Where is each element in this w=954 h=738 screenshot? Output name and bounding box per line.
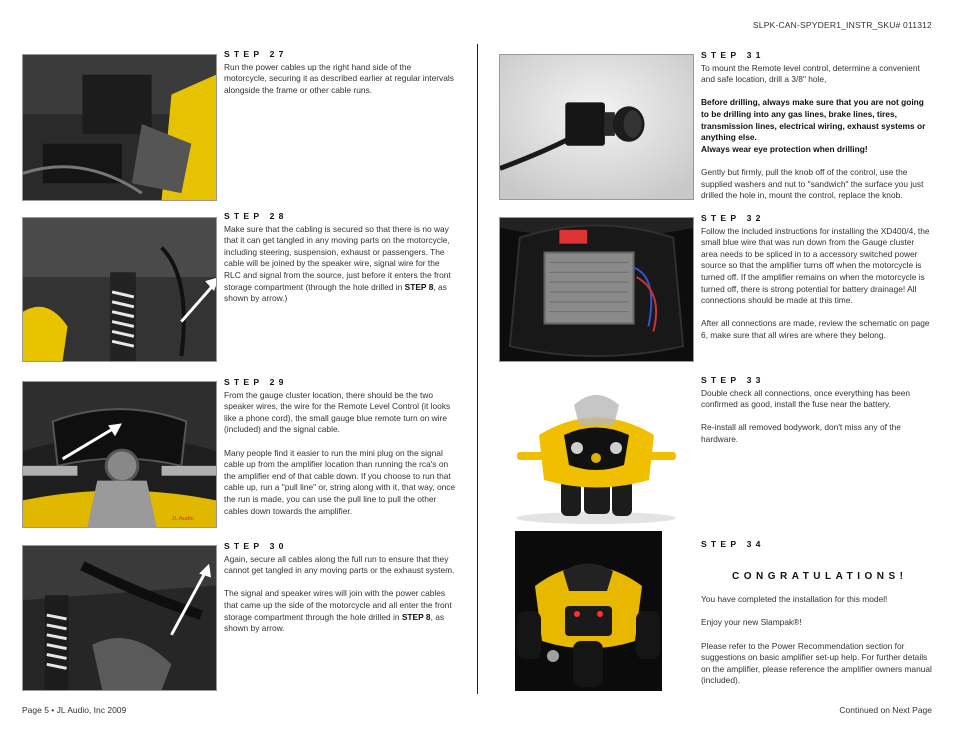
step-27 [224, 49, 456, 96]
step-30-text-2-bold: STEP 8 [401, 611, 431, 622]
step-30-text-2b: , as shown by arrow. [224, 611, 445, 634]
step-29-title: STEP 29 [224, 377, 288, 387]
step-30 [224, 541, 456, 635]
step-28-text-a: Make sure that the cabling is secured so that there is no way that it can get tangled in any moving parts on the motorcycle, including steering, suspension, exhaust or passengers. The cable will be joined by the speaker wire, signal wire for the RLC and signal from the source, just before it enters the front storage compartment (through the hole drilled in [224, 223, 451, 292]
step-27-title: STEP 27 [224, 49, 288, 59]
step-31-text-2: Gently but firmly, pull the knob off of the control, use the supplied washers and nut to "sandwich" the surface you just drilled the hole in, mount the control, replace the knob. [701, 166, 924, 201]
step-28-text-bold: STEP 8 [404, 281, 434, 292]
step-30-text-2 [224, 588, 456, 634]
congratulations-heading: CONGRATULATIONS! [732, 570, 908, 582]
step-31-warning: Before drilling, always make sure that you are not going to be drilling into any gas lines, brake lines, tires, transmission lines, electrical wiring, exhaust systems or anything else. [701, 97, 926, 143]
document-sku: SLPK-CAN-SPYDER1_INSTR_SKU# 011312 [752, 20, 932, 30]
step-33-photo [499, 380, 694, 526]
step-34-text-2: Enjoy your new Slampak®! [701, 617, 802, 628]
step-34-text-3: Please refer to the Power Recommendation section for suggestions on basic amplifier set-up help. For further details on the amplifier, please reference the amplifier owners manual (included). [701, 640, 932, 686]
step-32 [701, 213, 933, 342]
step-29-text-2: Many people find it easier to run the mini plug on the signal cable up from the amplifier location than running the rca's on the amplifier end of that cable down. If you choose to run that cable up, run a "pull line" or, string along with it, that way, once the run is made, you can use the pull line to pull the other cables down towards the amplifier. [224, 447, 456, 516]
step-31-eye-protection: Always wear eye protection when drilling! [701, 143, 868, 154]
step-31 [701, 50, 933, 202]
step-31-text-1: To mount the Remote level control, determine a convenient and safe location, drill a 3/8" hole, [701, 62, 920, 85]
step-27-text: Run the power cables up the right hand side of the motorcycle, securing it as described earlier at regular intervals alongside the frame or other cable runs. [224, 61, 454, 95]
step-30-text-1: Again, secure all cables along the full run to ensure that they cannot get tangled in any moving parts or the exhaust system. [224, 553, 455, 576]
step-31-photo [499, 54, 694, 200]
step-32-text-1: Follow the included instructions for installing the XD400/4, the small blue wire that was run down from the Gauge cluster area needs to be spliced in to a accessory switched power source so that the amplifier turns off when the motorcycle is turned off. If the amplifier remains on when the motorcycle is turned off, there is strong potential for battery drainage! All connections should be made at this time. [701, 225, 930, 306]
step-28-photo [22, 217, 217, 362]
step-30-title: STEP 30 [224, 541, 288, 551]
step-34-photo [515, 531, 662, 691]
step-27-photo [22, 54, 217, 201]
step-28-text-b: , as shown by arrow.) [224, 281, 447, 304]
step-28-title: STEP 28 [224, 211, 288, 221]
step-32-title: STEP 32 [701, 213, 765, 223]
step-29 [224, 377, 456, 517]
step-32-text-2: After all connections are made, review the schematic on page 6, make sure that all wires are where they belong. [701, 318, 930, 340]
step-30-photo [22, 545, 217, 691]
step-32-photo [499, 217, 694, 362]
step-29-text-1: From the gauge cluster location, there should be the two speaker wires, the wire for the Remote Level Control (it looks like a phone cord), the small gauge blue remote turn on wire (included) and the signal cable. [224, 389, 451, 435]
step-30-text-2a: The signal and speaker wires will join with the power cables that came up the side of the motorcycle and all enter the front storage compartment through the hole drilled in [224, 588, 452, 622]
step-31-title: STEP 31 [701, 50, 765, 60]
step-34-title: STEP 34 [701, 539, 765, 549]
step-29-photo [22, 381, 217, 528]
page-footer-right: Continued on Next Page [839, 705, 932, 715]
step-28-text [224, 224, 456, 305]
step-34 [701, 539, 933, 687]
step-33-text-2: Re-install all removed bodywork, don't miss any of the hardware. [701, 422, 901, 444]
step-33 [701, 375, 933, 446]
step-34-text-1: You have completed the installation for this model! [701, 594, 888, 605]
photo-29-watermark: JL Audio [171, 516, 194, 523]
step-28 [224, 211, 456, 305]
step-33-title: STEP 33 [701, 375, 765, 385]
page-footer-left: Page 5 • JL Audio, Inc 2009 [22, 705, 127, 715]
step-33-text-1: Double check all connections, once everything has been confirmed as good, install the fuse near the battery. [701, 387, 911, 410]
column-divider [477, 44, 478, 694]
